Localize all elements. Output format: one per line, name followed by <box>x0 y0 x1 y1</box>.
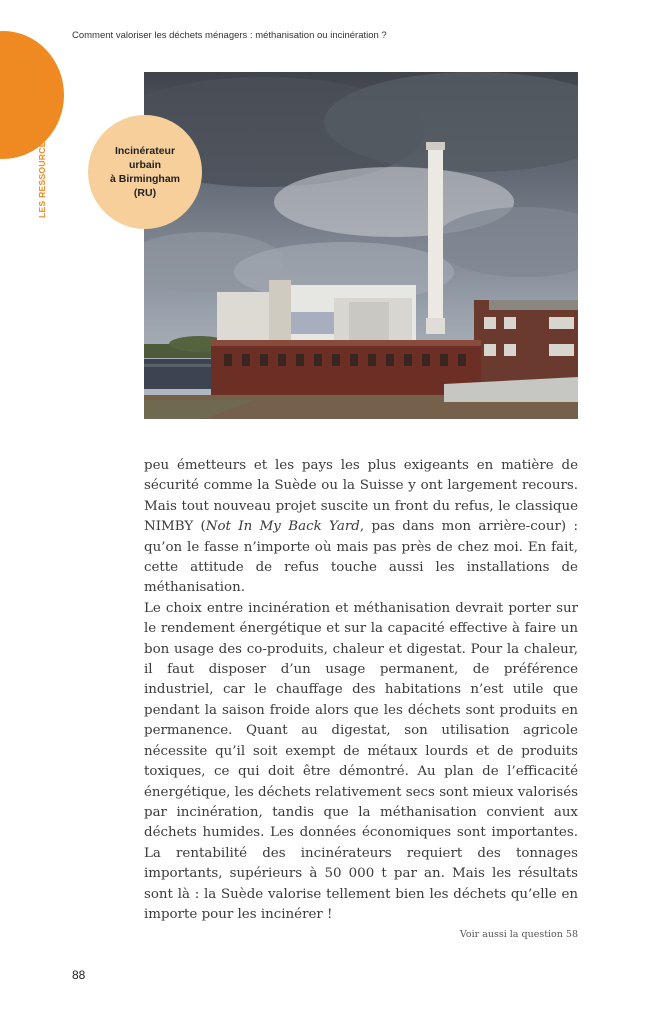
page-number: 88 <box>72 968 86 982</box>
section-tab-circle <box>0 31 64 159</box>
chimney <box>428 144 443 334</box>
plant-building-left <box>217 292 272 347</box>
section-side-label <box>37 72 49 222</box>
incinerator-photo <box>144 72 578 419</box>
photo-caption-bubble <box>88 115 202 229</box>
paragraph-1-end: , pas dans mon arrière-cour) : qu’on le fasse n’importe où mais pas près de chez moi. En fait, cette attitude de refus touche aussi les installations de méthanisation. <box>144 519 578 596</box>
photo-caption: Incinérateur urbain à Birmingham (RU) <box>109 145 180 199</box>
paragraph-2: Le choix entre incinération et méthanisation devrait porter sur le rendement énergétique et sur la capacité effective à faire un bon usage des co-produits, chaleur et digestat. Pour la chaleur, il faut disposer d’un usage permanent, de préférence industriel, car le chauffage des habitations n’est utile que pendant la saison froide alors que les déchets sont produits en permanence. Quant au digestat, son utilisation agricole nécessite qu’il soit exempt de métaux lourds et de produits toxiques, ce qui doit être démontré. Au plan de l’efficacité énergétique, les déchets relativement secs sont mieux valorisés par incinération, tandis que la méthanisation convient aux déchets humides. Les données économiques sont importantes. La rentabilité des incinérateurs requiert des tonnages importants, supérieurs à 50 000 t par an. Mais les résultats sont là : la Suède valorise tellement bien les déchets qu’elle en importe pour les incinérer ! <box>144 600 578 922</box>
nimby-expansion: Not In My Back Yard <box>205 519 360 535</box>
section-label-text: LES RESSOURCES EN ÉNERGIE <box>37 77 47 218</box>
see-also-reference: Voir aussi la question 58 <box>459 929 578 940</box>
paragraph-1 <box>144 456 578 599</box>
running-title: Comment valoriser les déchets ménagers : méthanisation ou incinération ? <box>72 30 387 41</box>
brick-building-right <box>474 300 578 384</box>
paragraph-1-start: peu émetteurs et les pays les plus exigeants en matière de sécurité comme la Suède ou la Suisse y ont largement recours. Mais tout nouveau projet suscite un front du refus, le classique NIMBY ( <box>144 458 578 535</box>
body-text <box>144 456 578 925</box>
